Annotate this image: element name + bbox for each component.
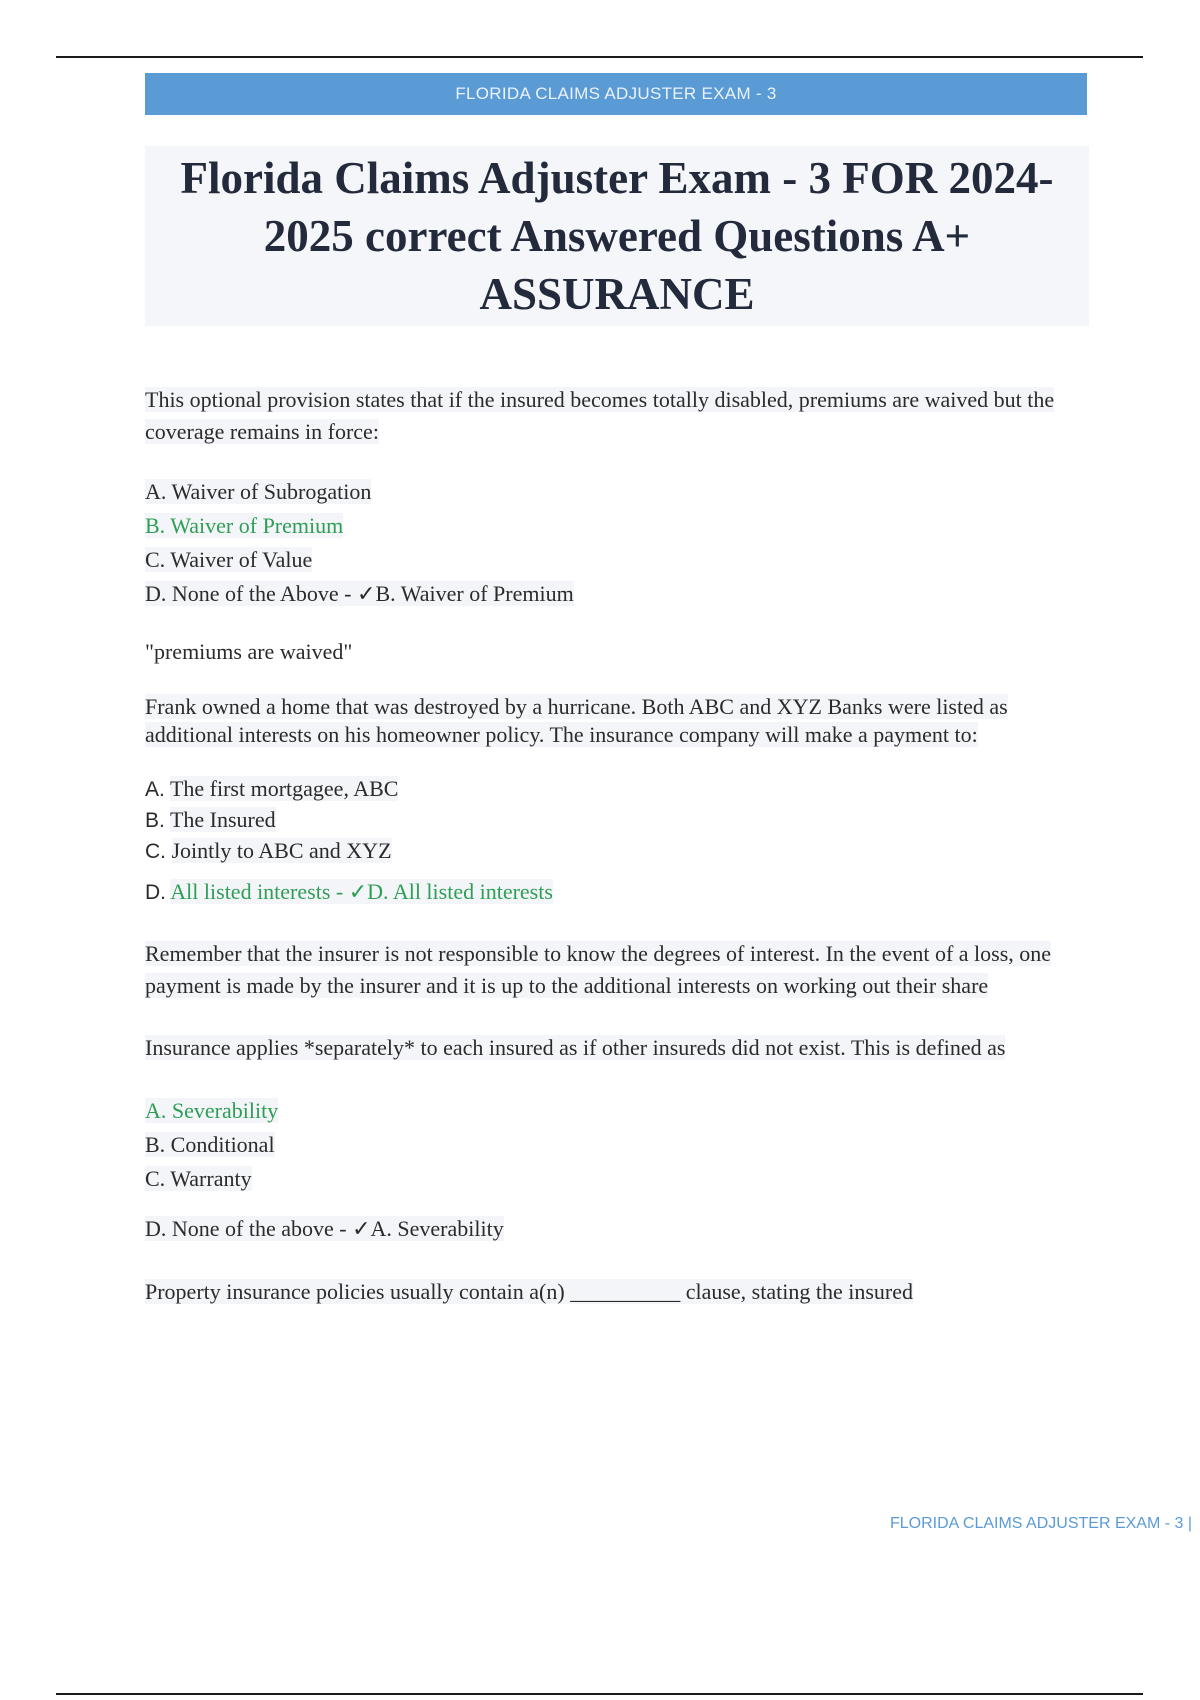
question-1-explanation: "premiums are waived": [145, 639, 353, 664]
question-3-option-a-correct: A. Severability: [145, 1098, 279, 1123]
question-2-option-b: B. The Insured: [145, 807, 276, 832]
page-footer: FLORIDA CLAIMS ADJUSTER EXAM - 3 |: [890, 1515, 1192, 1532]
top-rule: [56, 56, 1143, 58]
question-2-option-a: A. The first mortgagee, ABC: [145, 776, 399, 801]
question-4-text: Property insurance policies usually contain a(n) __________ clause, stating the insured: [145, 1279, 913, 1304]
title-box: [145, 146, 1089, 326]
question-list: [145, 384, 1085, 1308]
question-1-text: This optional provision states that if the insured becomes totally disabled, premiums are waived but the coverage remains in force:: [145, 387, 1055, 444]
question-1-option-c: C. Waiver of Value: [145, 547, 313, 572]
question-2-text: Frank owned a home that was destroyed by a hurricane. Both ABC and XYZ Banks were listed as additional interests on his homeowner policy. The insurance company will make a payment to:: [145, 694, 1008, 747]
question-1-option-a: A. Waiver of Subrogation: [145, 479, 372, 504]
header-banner-text: FLORIDA CLAIMS ADJUSTER EXAM - 3: [455, 84, 777, 103]
bottom-rule: [56, 1693, 1143, 1695]
question-2-option-c: C. Jointly to ABC and XYZ: [145, 838, 392, 863]
question-3-options: [145, 1094, 1085, 1246]
question-3-option-d-answer: D. None of the above - ✓A. Severability: [145, 1216, 504, 1241]
header-banner: [145, 73, 1087, 115]
question-1-option-b-correct: B. Waiver of Premium: [145, 513, 344, 538]
question-3-option-b: B. Conditional: [145, 1132, 275, 1157]
question-1-option-d-answer: D. None of the Above - ✓B. Waiver of Premium: [145, 581, 574, 606]
question-2-option-d-correct: D. All listed interests - ✓D. All listed interests: [145, 879, 553, 904]
question-2-options: [145, 774, 1085, 908]
question-1-options: [145, 475, 1085, 611]
question-2-explanation: Remember that the insurer is not responsible to know the degrees of interest. In the event of a loss, one payment is made by the insurer and it is up to the additional interests on working out their share: [145, 941, 1052, 998]
question-3-option-c: C. Warranty: [145, 1166, 252, 1191]
document-title: Florida Claims Adjuster Exam - 3 FOR 2024-2025 correct Answered Questions A+ ASSURANCE: [180, 153, 1054, 319]
question-3-text: Insurance applies *separately* to each insured as if other insureds did not exist. This is defined as: [145, 1035, 1006, 1060]
